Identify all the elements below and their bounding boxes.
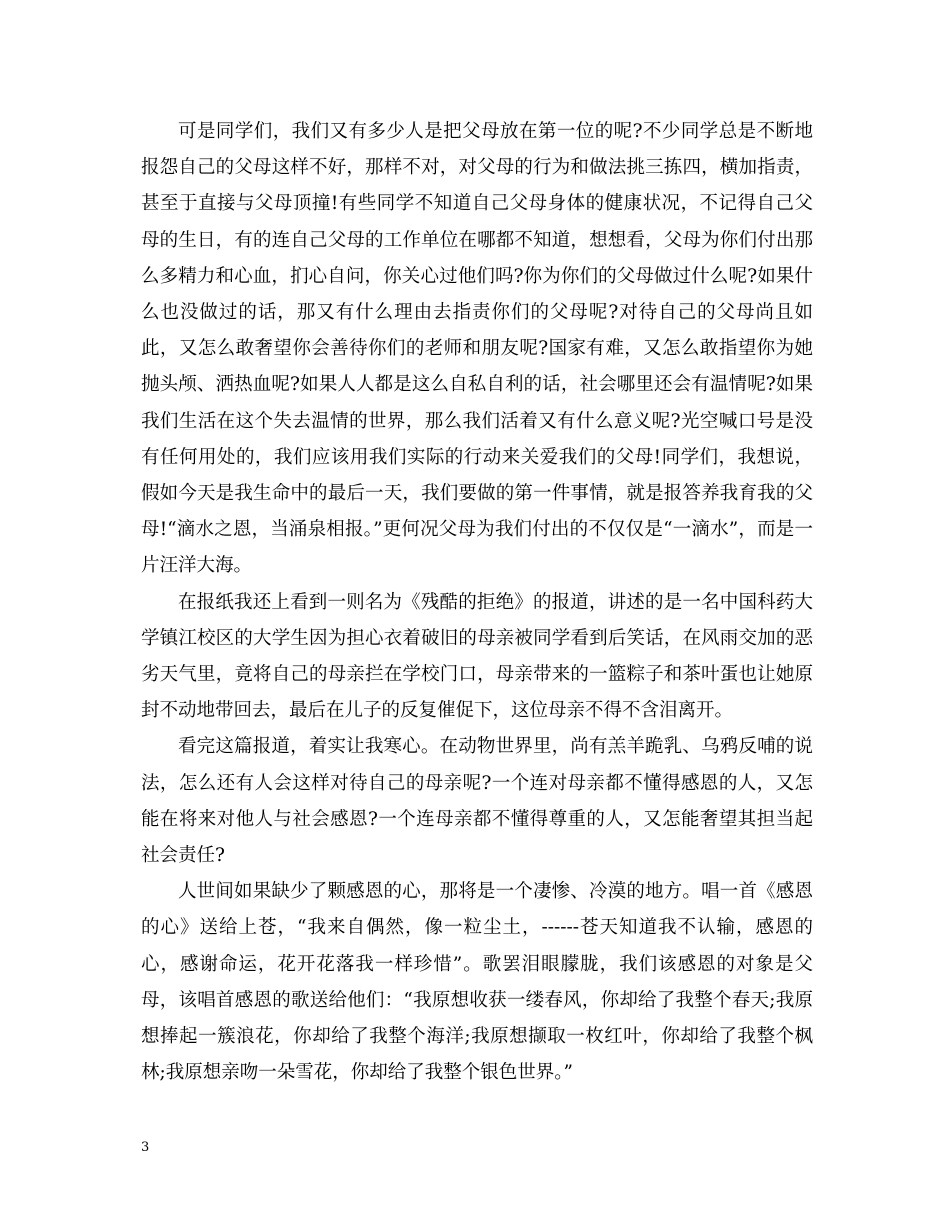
paragraph-2: 在报纸我还上看到一则名为《残酷的拒绝》的报道，讲述的是一名中国科药大学镇江校区的大学生因为担心衣着破旧的母亲被同学看到后笑话，在风雨交加的恶劣天气里，竟将自己的母亲拦在学校门口，母亲带来的一篮粽子和茶叶蛋也让她原封不动地带回去，最后在儿子的反复催促下，这位母亲不得不含泪离开。 bbox=[141, 591, 813, 722]
paragraph-1: 可是同学们，我们又有多少人是把父母放在第一位的呢?不少同学总是不断地报怨自己的父母这样不好，那样不对，对父母的行为和做法挑三拣四，横加指责，甚至于直接与父母顶撞!有些同学不知道自己父母身体的健康状况，不记得自己父母的生日，有的连自己父母的工作单位在哪都不知道，想想看，父母为你们付出那么多精力和心血，扪心自问，你关心过他们吗?你为你们的父母做过什么呢?如果什么也没做过的话，那又有什么理由去指责你们的父母呢?对待自己的父母尚且如此，又怎么敢奢望你会善待你们的老师和朋友呢?国家有难，又怎么敢指望你为她抛头颅、洒热血呢?如果人人都是这么自私自利的话，社会哪里还会有温情呢?如果我们生活在这个失去温情的世界，那么我们活着又有什么意义呢?光空喊口号是没有任何用处的，我们应该用我们实际的行动来关爱我们的父母!同学们，我想说，假如今天是我生命中的最后一天，我们要做的第一件事情，就是报答养我育我的父母!“滴水之恩，当涌泉相报。”更何况父母为我们付出的不仅仅是“一滴水”，而是一片汪洋大海。 bbox=[141, 121, 814, 577]
body-text bbox=[141, 114, 813, 1091]
paragraph-3: 看完这篇报道，着实让我寒心。在动物世界里，尚有羔羊跪乳、乌鸦反哺的说法，怎么还有人会这样对待自己的母亲呢?一个连对母亲都不懂得感恩的人，又怎能在将来对他人与社会感恩?一个连母亲都不懂得尊重的人，又怎能奢望其担当起社会责任? bbox=[141, 736, 813, 867]
paragraph-4: 人世间如果缺少了颗感恩的心，那将是一个凄惨、冷漠的地方。唱一首《感恩的心》送给上苍，“我来自偶然，像一粒尘土，------苍天知道我不认输，感恩的心，感谢命运，花开花落我一样珍惜”。歌罢泪眼朦胧，我们该感恩的对象是父母，该唱首感恩的歌送给他们：“我原想收获一缕春风，你却给了我整个春天;我原想捧起一簇浪花，你却给了我整个海洋;我原想撷取一枚红叶，你却给了我整个枫林;我原想亲吻一朵雪花，你却给了我整个银色世界。” bbox=[141, 881, 813, 1084]
page-number: 3 bbox=[141, 1140, 150, 1155]
